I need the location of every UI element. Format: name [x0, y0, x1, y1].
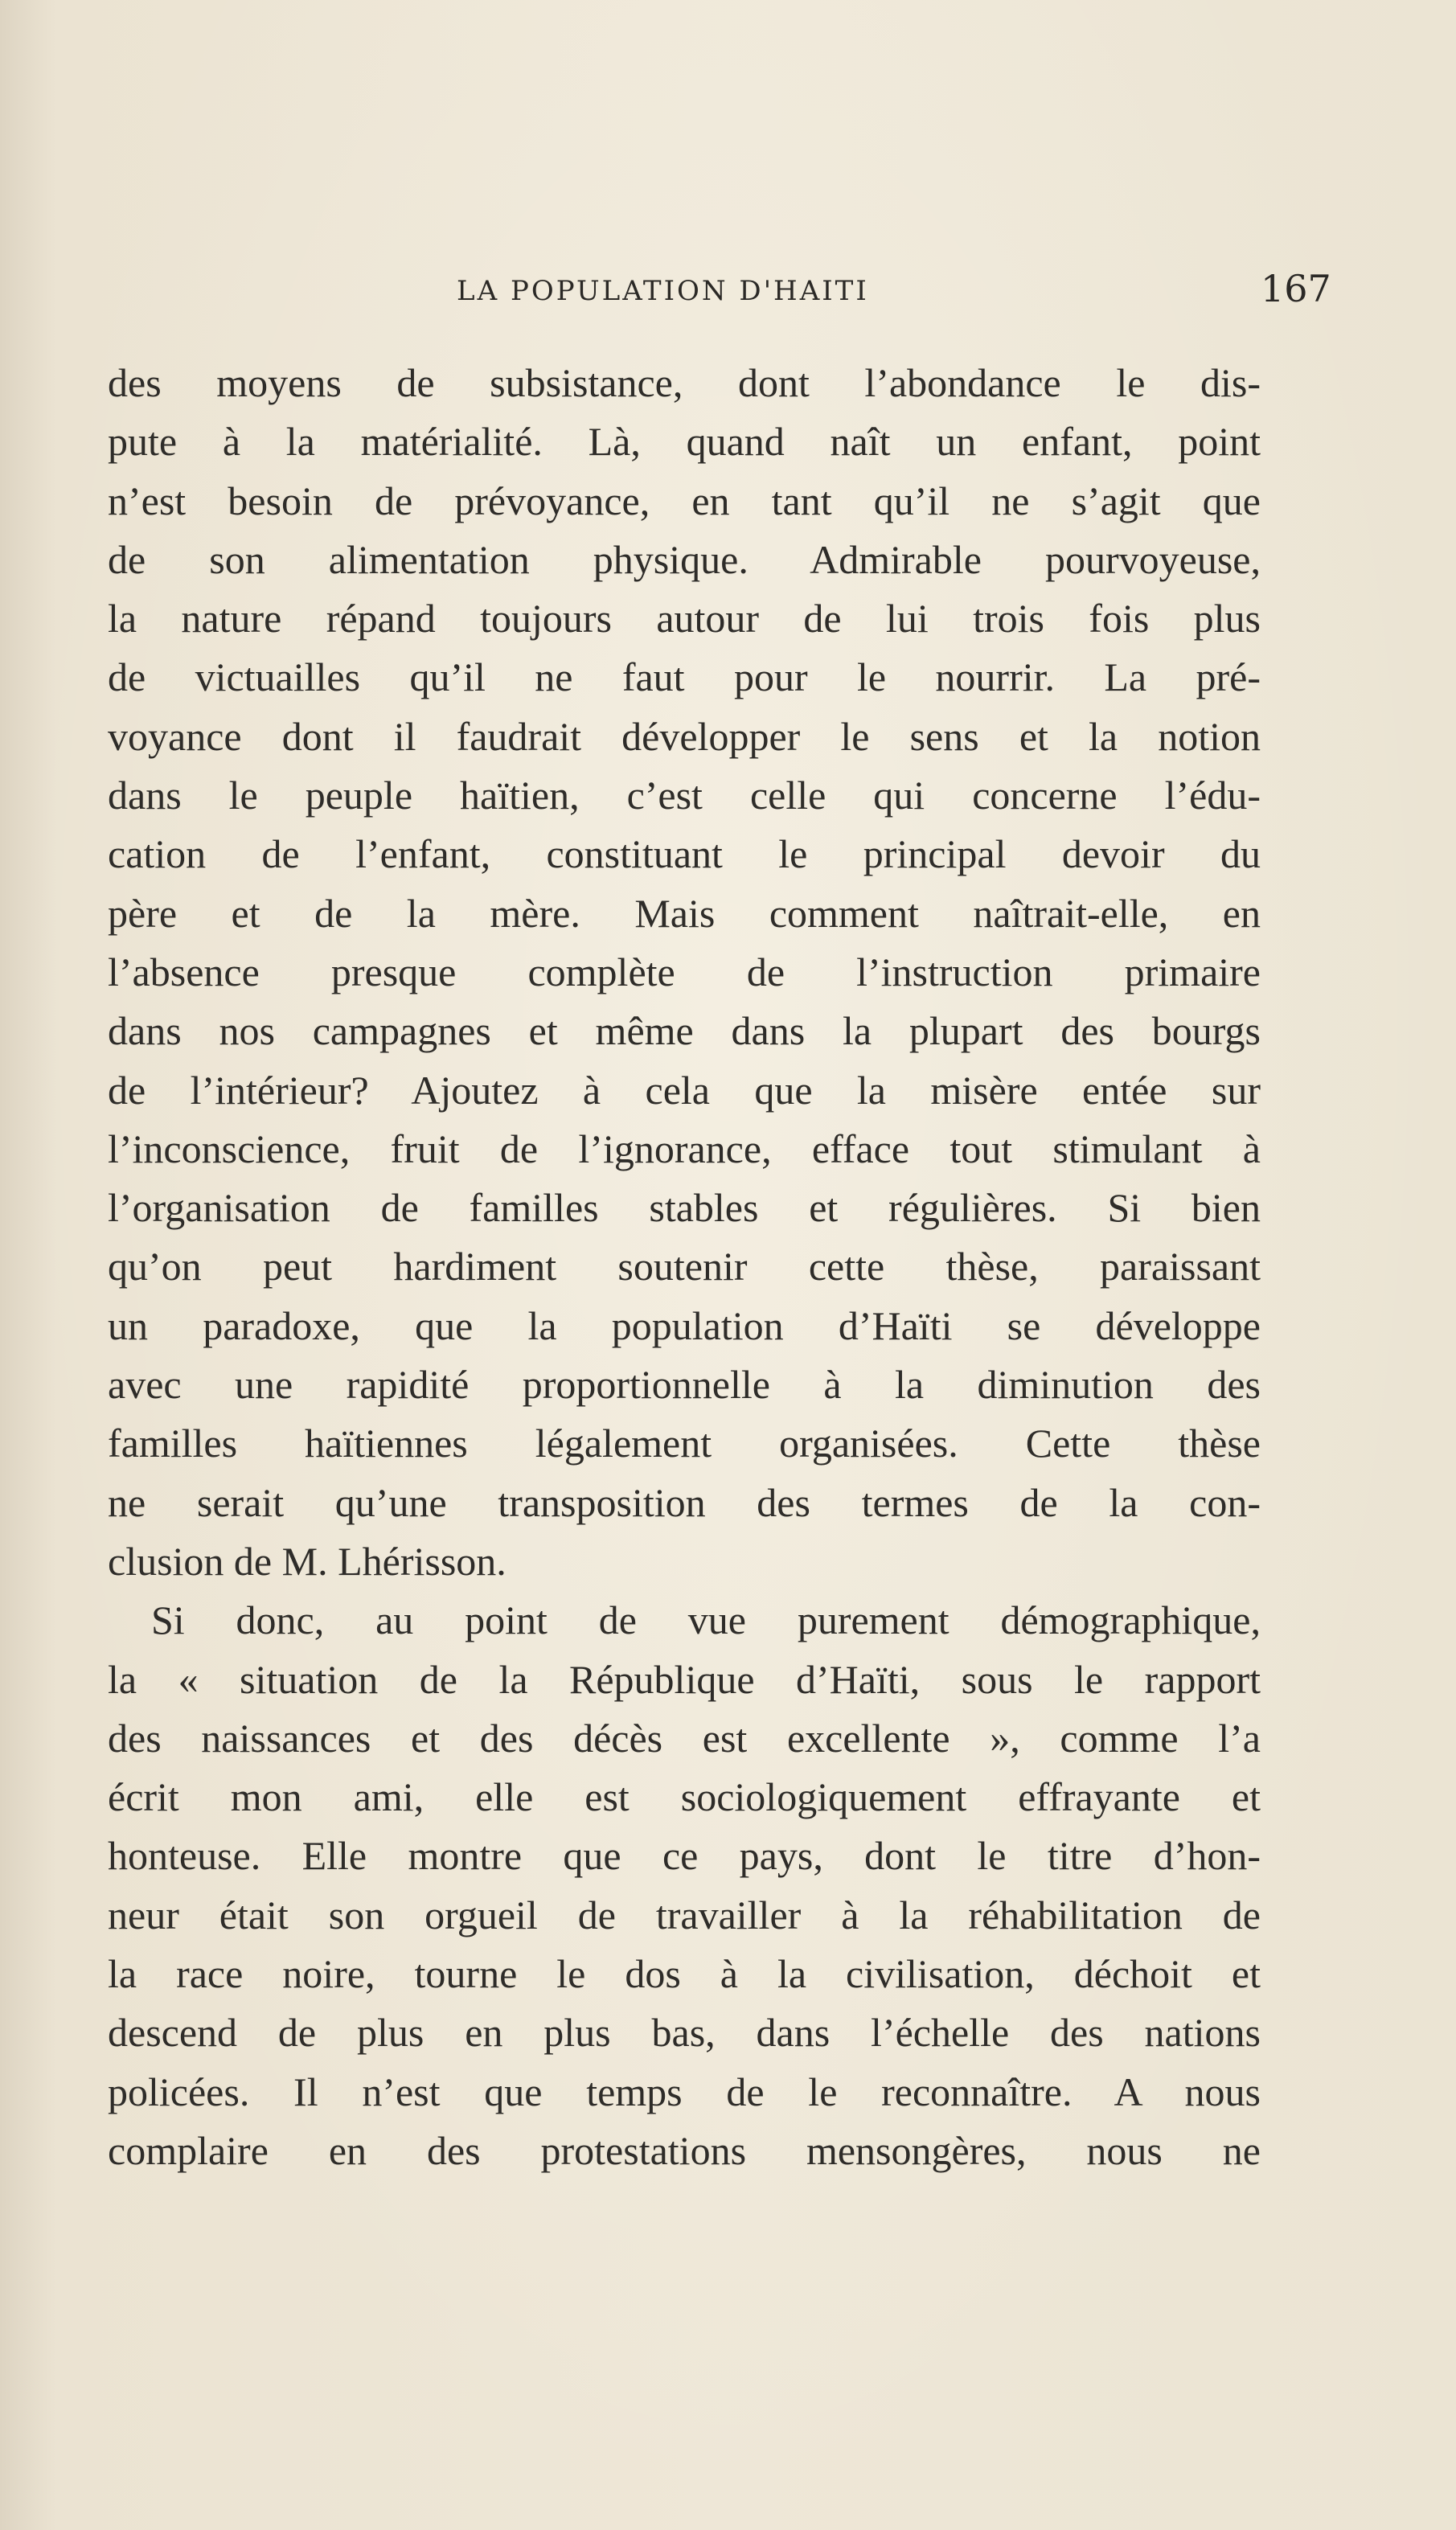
paragraph-end-line: clusion de M. Lhérisson.: [108, 1538, 507, 1584]
paragraph-start-line: Si donc, au point de vue purement démographique,: [151, 1597, 1261, 1643]
text-line: de l’intérieur? Ajoutez à cela que la misère entée sur: [108, 1067, 1261, 1113]
text-line: père et de la mère. Mais comment naîtrait-elle, en: [108, 890, 1261, 936]
text-line: pute à la matérialité. Là, quand naît un enfant, point: [108, 419, 1261, 465]
body-text: [108, 354, 1261, 2180]
text-line: complaire en des protestations mensongères, nous ne: [108, 2127, 1261, 2173]
page-number: 167: [1261, 267, 1331, 310]
text-line: la « situation de la République d’Haïti, sous le rapport: [108, 1656, 1261, 1702]
text-line: des naissances et des décès est excellente », comme l’a: [108, 1715, 1261, 1761]
text-line: de victuailles qu’il ne faut pour le nourrir. La pré-: [108, 654, 1261, 700]
text-line: familles haïtiennes légalement organisées. Cette thèse: [108, 1421, 1261, 1466]
text-line: honteuse. Elle montre que ce pays, dont le titre d’hon-: [108, 1833, 1261, 1879]
text-line: dans nos campagnes et même dans la plupart des bourgs: [108, 1008, 1261, 1054]
running-title: LA POPULATION D'HAITI: [457, 275, 869, 307]
text-line: n’est besoin de prévoyance, en tant qu’il ne s’agit que: [108, 478, 1261, 523]
text-line: un paradoxe, que la population d’Haïti se développe: [108, 1302, 1261, 1348]
text-line: policées. Il n’est que temps de le reconnaître. A nous: [108, 2069, 1261, 2114]
text-line: qu’on peut hardiment soutenir cette thèse, paraissant: [108, 1244, 1261, 1290]
text-line: la nature répand toujours autour de lui trois fois plus: [108, 596, 1261, 642]
text-line: voyance dont il faudrait développer le sens et la notion: [108, 713, 1261, 759]
text-line: écrit mon ami, elle est sociologiquement effrayante et: [108, 1774, 1261, 1820]
text-line: la race noire, tourne le dos à la civilisation, déchoit et: [108, 1951, 1261, 1997]
text-line: l’absence presque complète de l’instruction primaire: [108, 949, 1261, 994]
text-line: l’organisation de familles stables et régulières. Si bien: [108, 1185, 1261, 1231]
text-line: dans le peuple haïtien, c’est celle qui concerne l’édu-: [108, 773, 1261, 818]
text-line: de son alimentation physique. Admirable pourvoyeuse,: [108, 536, 1261, 582]
text-line: l’inconscience, fruit de l’ignorance, efface tout stimulant à: [108, 1126, 1261, 1171]
text-line: neur était son orgueil de travailler à la réhabilitation de: [108, 1892, 1261, 1937]
text-line: descend de plus en plus bas, dans l’échelle des nations: [108, 2010, 1261, 2056]
text-line: cation de l’enfant, constituant le principal devoir du: [108, 831, 1261, 877]
text-line: des moyens de subsistance, dont l’abondance le dis-: [108, 360, 1261, 405]
page-header: [0, 267, 1456, 320]
text-line: ne serait qu’une transposition des termes de la con-: [108, 1479, 1261, 1525]
text-line: avec une rapidité proportionnelle à la diminution des: [108, 1362, 1261, 1408]
